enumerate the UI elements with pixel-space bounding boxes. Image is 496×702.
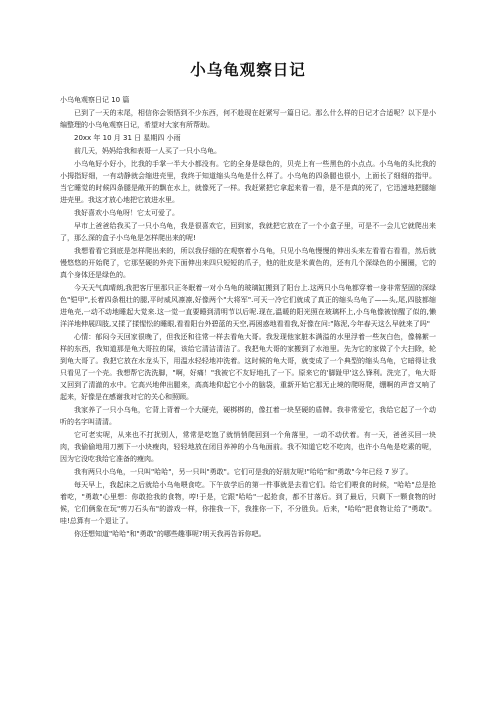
paragraph-intro: 已到了一天的末尾，相信你会领悟到不少东西，何不趁现在赶紧写一篇日记。那么什么样的日记才合适呢？以下是小编整理的小乌龟观察日记，希望对大家有所帮助。 (60, 109, 436, 129)
paragraph: 它可老实呢，从来也不打扰别人，常常是吃饱了就悄悄爬回到一个角落里，一动不动伏着。有一天，爸爸买回一块肉，我偷偷地用刀割下一小块瘦肉，轻轻地放在闭目养神的小乌龟面前。我不知道它吃不吃肉，也许小乌龟是吃素的呢，因为它没吃我给它准备的瘦肉。 (60, 431, 436, 463)
paragraph: 每天早上，我起床之后就给小乌龟喂食吃。下午放学后的第一件事就是去看它们。给它们喂食的时候，"哈哈"总是抢着吃，"勇敢"心里想：你敢抢我的食物，哼!于是，它跟"哈哈"一起抢食，都不甘落后。到了最后，只剩下一颗食物的时候，它们俩象在玩"剪刀石头布"的游戏一样，你推我一下，我推你一下，不分胜负。后来，"哈哈"把食物让给了"勇敢"。哇!总算有一个退让了。 (60, 481, 436, 525)
paragraph: 我家养了一只小乌龟，它背上背着一个大硬壳，硬梆梆的，像扛着一块坚硬的盾牌。我非常爱它，我给它起了一个动听的名字叫清清。 (60, 406, 436, 426)
paragraph: 心情：郁闷今天回家很晚了，但我还和往常一样去看龟大哥。我发现他家脏本满溢的水里浮着一些灰白色，像棉絮一样的东西，我知道那是龟大哥拉的屎，该给它清洁清洁了。我把龟大哥的家搬到了水池里。先为它的家做了个大扫除，轮到龟大哥了。我把它放在水龙头下，用温水轻轻地冲洗着。这时候的龟大哥，就变成了一个典型的缩头乌龟，它暗得让我只看见了一个壳。我想帮它洗洗脚，"啊，好痛！"我被它不友好地扎了一下。原来它的'脚趾甲'这么锋利。洗完了，龟大哥又回到了清澈的水中。它高兴地伸出腿来，高高地仰起它小小的脑袋，重新开始它那无止境的爬呀爬，绷啊的声音又响了起来，好像是在感谢我对它的关心和照顾。 (60, 333, 436, 401)
paragraph-date: 20xx 年 10 月 31 日 星期四 小雨 (74, 134, 181, 142)
paragraph: 你还想知道"哈哈"和"勇敢"的哪些趣事呢?明天我再告诉你吧。 (74, 530, 266, 538)
document-subtitle: 小乌龟观察日记 10 篇 (60, 96, 130, 104)
document-body (60, 107, 436, 540)
paragraph: 我有两只小乌龟，一只叫"哈哈"，另一只叫"勇敢"。它们可是我的好朋友呢!"哈哈"和"勇敢"今年已经 7 岁了。 (74, 468, 413, 476)
paragraph: 早市上爸爸给我买了一只小乌龟，我是很喜欢它，回到家，我就把它放在了一个小盒子里，可是不一会儿它就爬出来了，那么深的盒子小乌龟是怎样爬出来的呢! (60, 222, 436, 242)
paragraph: 今天天气真晴朗,我把客厅里那只正冬眠着一对小乌龟的玻璃缸搬到了阳台上.这两只小乌龟都穿着一身非常坚固的深绿色"铠甲",长着四条粗壮的腿,平时威风凛凛,好像两个"大将军".可天一冷它们就成了真正的缩头乌龟了——头,尾,四肢都缩进龟壳,一动不动地睡起大觉来.这一觉一直要睡到清明节以后呢.现在,温暖的阳光照在玻璃杯上,小乌龟像被惊醒了似的,懒洋洋地伸展四肢,又揉了揉惺忪的睡眼,看看阳台外碧蓝的天空,再困惑地看看我,好像在问:"陈泥,今年春天这么早就来了吗" (60, 284, 436, 328)
paragraph: 小乌龟好小好小，比我的手掌一半大小都没有。它的全身是绿色的，贝壳上有一些黑色的小点点。小乌龟的头比我的小拇指好细，一有动静就会缩进壳里，我终于知道缩头乌龟是什么样了。小乌龟的四条腿也很小，上面长了细细的指甲。当它睡觉的时候四条腿是敞开的飘在水上，就像死了一样。我赶紧把它拿起来看一看，是不是真的死了，它迅速地把腿缩进壳里。我这才放心地把它放进水里。 (60, 160, 436, 204)
document-title: 小乌龟观察日记 (190, 61, 306, 79)
paragraph: 我好喜欢小乌龟呀！它太可爱了。 (74, 209, 179, 217)
paragraph: 我想看看它到底是怎样爬出来的，所以我仔细的在观察着小乌龟，只见小乌龟慢慢的伸出头来左看看右看看，然后就慢悠悠的开始爬了，它那坚硬的外壳下面伸出来四只短短的爪子，他的肚皮是米黄色的，还有几个深绿色的小圈圈，它的真个身体还是绿色的。 (60, 247, 436, 279)
paragraph: 前几天，妈妈给我和表哥一人买了一只小乌龟。 (74, 147, 221, 155)
